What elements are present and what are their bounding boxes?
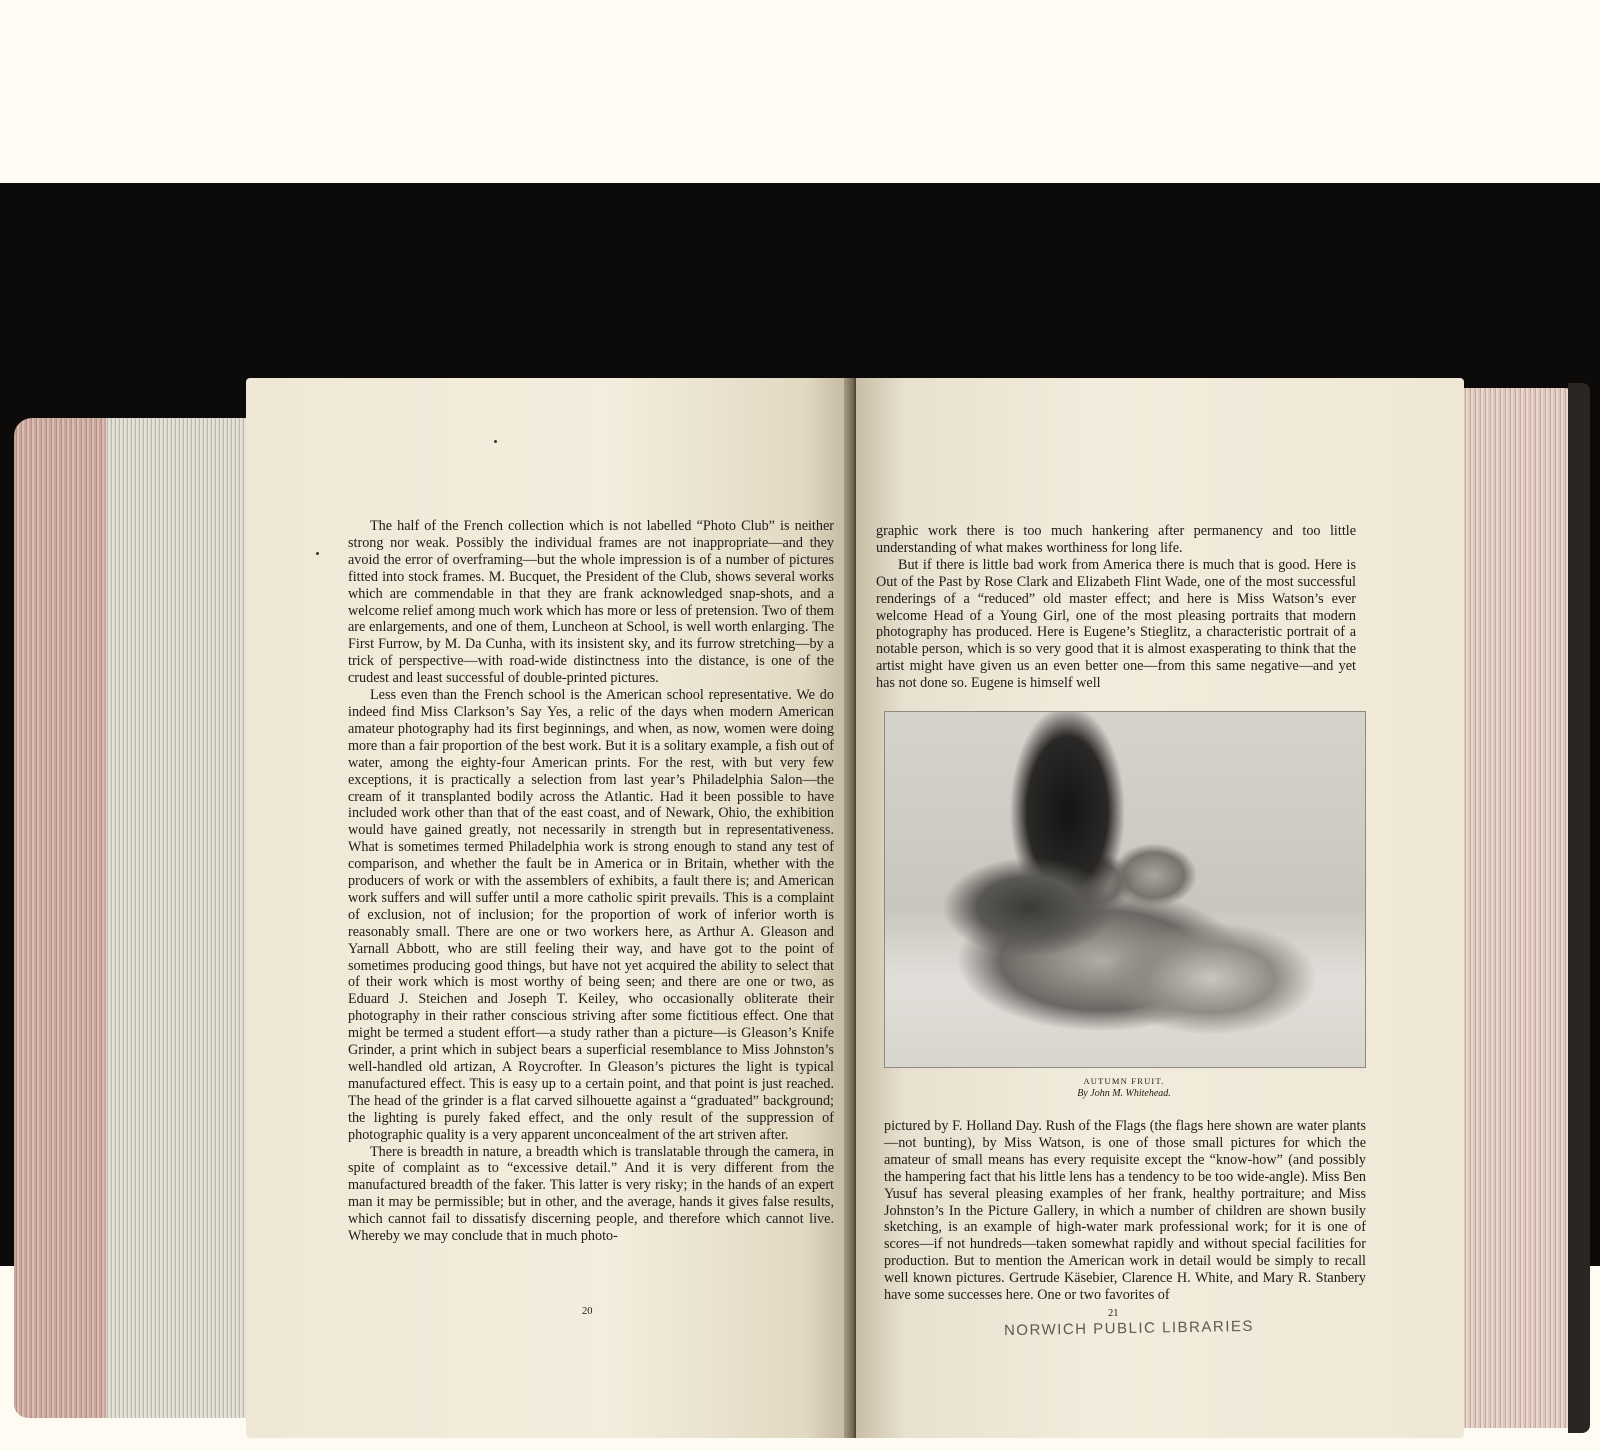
paragraph: Less even than the French school is the American school representative. We do indeed find Miss Clarkson’s Say Yes, a relic of the days when modern American amateur photography had its first beginnings, and when, as now, women were doing more than a fair proportion of the best work. But it is a solitary example, a fish out of water, among the eighty-four American prints. For the rest, with but very few exceptions, it is practically a selection from last year’s Philadelphia Salon—the cream of it transplanted bodily across the Atlantic. Had it been possible to have included work other than that of the east coast, and of Newark, Ohio, the exhibition would have gained greatly, not necessarily in strength but in representativeness. What is sometimes termed Philadelphia work is strong enough to stand any test of comparison, and whether the fault be in America or in Britain, whether with the producers of work or with the assemblers of exhibits, a fault there is; and American work suffers and will suffer until a more catholic spirit prevails. This is a complaint of exclusion, not of inclusion; for the proportion of work of inferior worth is reasonably small. There are one or two workers here, as Arthur A. Gleason and Yarnall Abbott, who are still feeling their way, and have got to the point of sometimes producing good things, but have not yet acquired the ability to select that of their work which is most worthy of being seen; and there are one or two, as Eduard J. Steichen and Joseph T. Keiley, who occasionally obliterate their photography in their rather conscious striving after some fictitious effect. One that might be termed a student effort—a study rather than a picture—is Gleason’s Knife Grinder, a print which in subject bears a superficial resemblance to Miss Johnston’s well-handled old artizan, A Roycrofter. In Gleason’s pictures the light is typical manufactured effect. This is easy up to a certain point, and that point is just reached. The head of the grinder is a flat carved silhouette against a “graduated” background; the lighting is purely faked effect, and the only result of the suppression of photographic quality is a very apparent unconcealment of the art striven after. bbox=[348, 687, 834, 1143]
library-stamp: NORWICH PUBLIC LIBRARIES bbox=[1003, 1317, 1255, 1340]
ink-speck bbox=[494, 440, 497, 443]
right-page-edges bbox=[1463, 388, 1575, 1428]
right-page-body-bottom bbox=[884, 1118, 1366, 1304]
paragraph: pictured by F. Holland Day. Rush of the Flags (the flags here shown are water plants—not bunting), by Miss Watson, is one of those small pictures for which the amateur of small means has every requisite except the “know-how” (and possibly the hampering fact that his little lens has a tendency to be too wide-angle). Miss Ben Yusuf has several pleasing examples of her frank, healthy portraiture; and Miss Johnston’s In the Picture Gallery, in which a number of children are shown busily sketching, is an example of high-water mark professional work; for it is one of scores—if not hundreds—taken somewhat rapidly and without special facilities for production. But to mention the American work in detail would be simply to recall well known pictures. Gertrude Käsebier, Clarence H. White, and Mary R. Stanbery have some successes here. One or two favorites of bbox=[884, 1118, 1366, 1304]
right-page-body-top bbox=[876, 523, 1356, 692]
open-book bbox=[8, 378, 1593, 1438]
right-page bbox=[856, 378, 1464, 1438]
photo-caption bbox=[884, 1076, 1364, 1099]
book-cover-edge bbox=[1568, 383, 1590, 1433]
paragraph: graphic work there is too much hankering after permanency and too little understanding of what makes worthiness for long life. bbox=[876, 523, 1356, 556]
photograph-autumn-fruit bbox=[884, 711, 1366, 1068]
scan-background bbox=[0, 183, 1600, 1340]
page-number: 21 bbox=[1108, 1308, 1119, 1319]
ink-speck bbox=[316, 552, 319, 555]
paragraph: There is breadth in nature, a breadth which is translatable through the camera, in spite of complaint as to “excessive detail.” And it is very different from the manufactured breadth of the faker. This latter is very risky; in the hands of an expert man it may be permissible; but in other, and the average, hands it gives false results, which cannot fail to dissatisfy discerning people, and therefore which cannot live. Whereby we may conclude that in much photo- bbox=[348, 1143, 834, 1245]
caption-credit: By John M. Whitehead. bbox=[1077, 1088, 1171, 1099]
left-page-edges bbox=[14, 418, 246, 1418]
paragraph: But if there is little bad work from America there is much that is good. Here is Out of the Past by Rose Clark and Elizabeth Flint Wade, one of the most successful renderings of a “reduced” old master effect; and here is Miss Watson’s ever welcome Head of a Young Girl, one of the most pleasing portraits that modern photography has produced. Here is Eugene’s Stieglitz, a characteristic portrait of a notable person, which is so very good that it is almost exasperating to think that the artist might have given us an even better one—from this same negative—and yet has not done so. Eugene is himself well bbox=[876, 556, 1356, 692]
left-page-body bbox=[348, 518, 834, 1245]
page-number: 20 bbox=[582, 1306, 593, 1317]
left-page bbox=[246, 378, 854, 1438]
caption-title: AUTUMN FRUIT. bbox=[1083, 1076, 1165, 1086]
paragraph: The half of the French collection which is not labelled “Photo Club” is neither strong nor weak. Possibly the individual frames are not inappropriate—and they avoid the error of overframing—but the whole impression is of a number of pictures fitted into stock frames. M. Bucquet, the President of the Club, shows several works which are commendable in that they are frank acknowledged snap-shots, and a welcome relief among much work which has more or less of pretension. Two of them are enlargements, and one of them, Luncheon at School, is well worth enlarging. The First Furrow, by M. Da Cunha, with its insistent sky, and its furrow stretching—by a trick of perspective—with road-wide distinctness into the distance, is one of the crudest and least successful of double-printed pictures. bbox=[348, 518, 834, 687]
